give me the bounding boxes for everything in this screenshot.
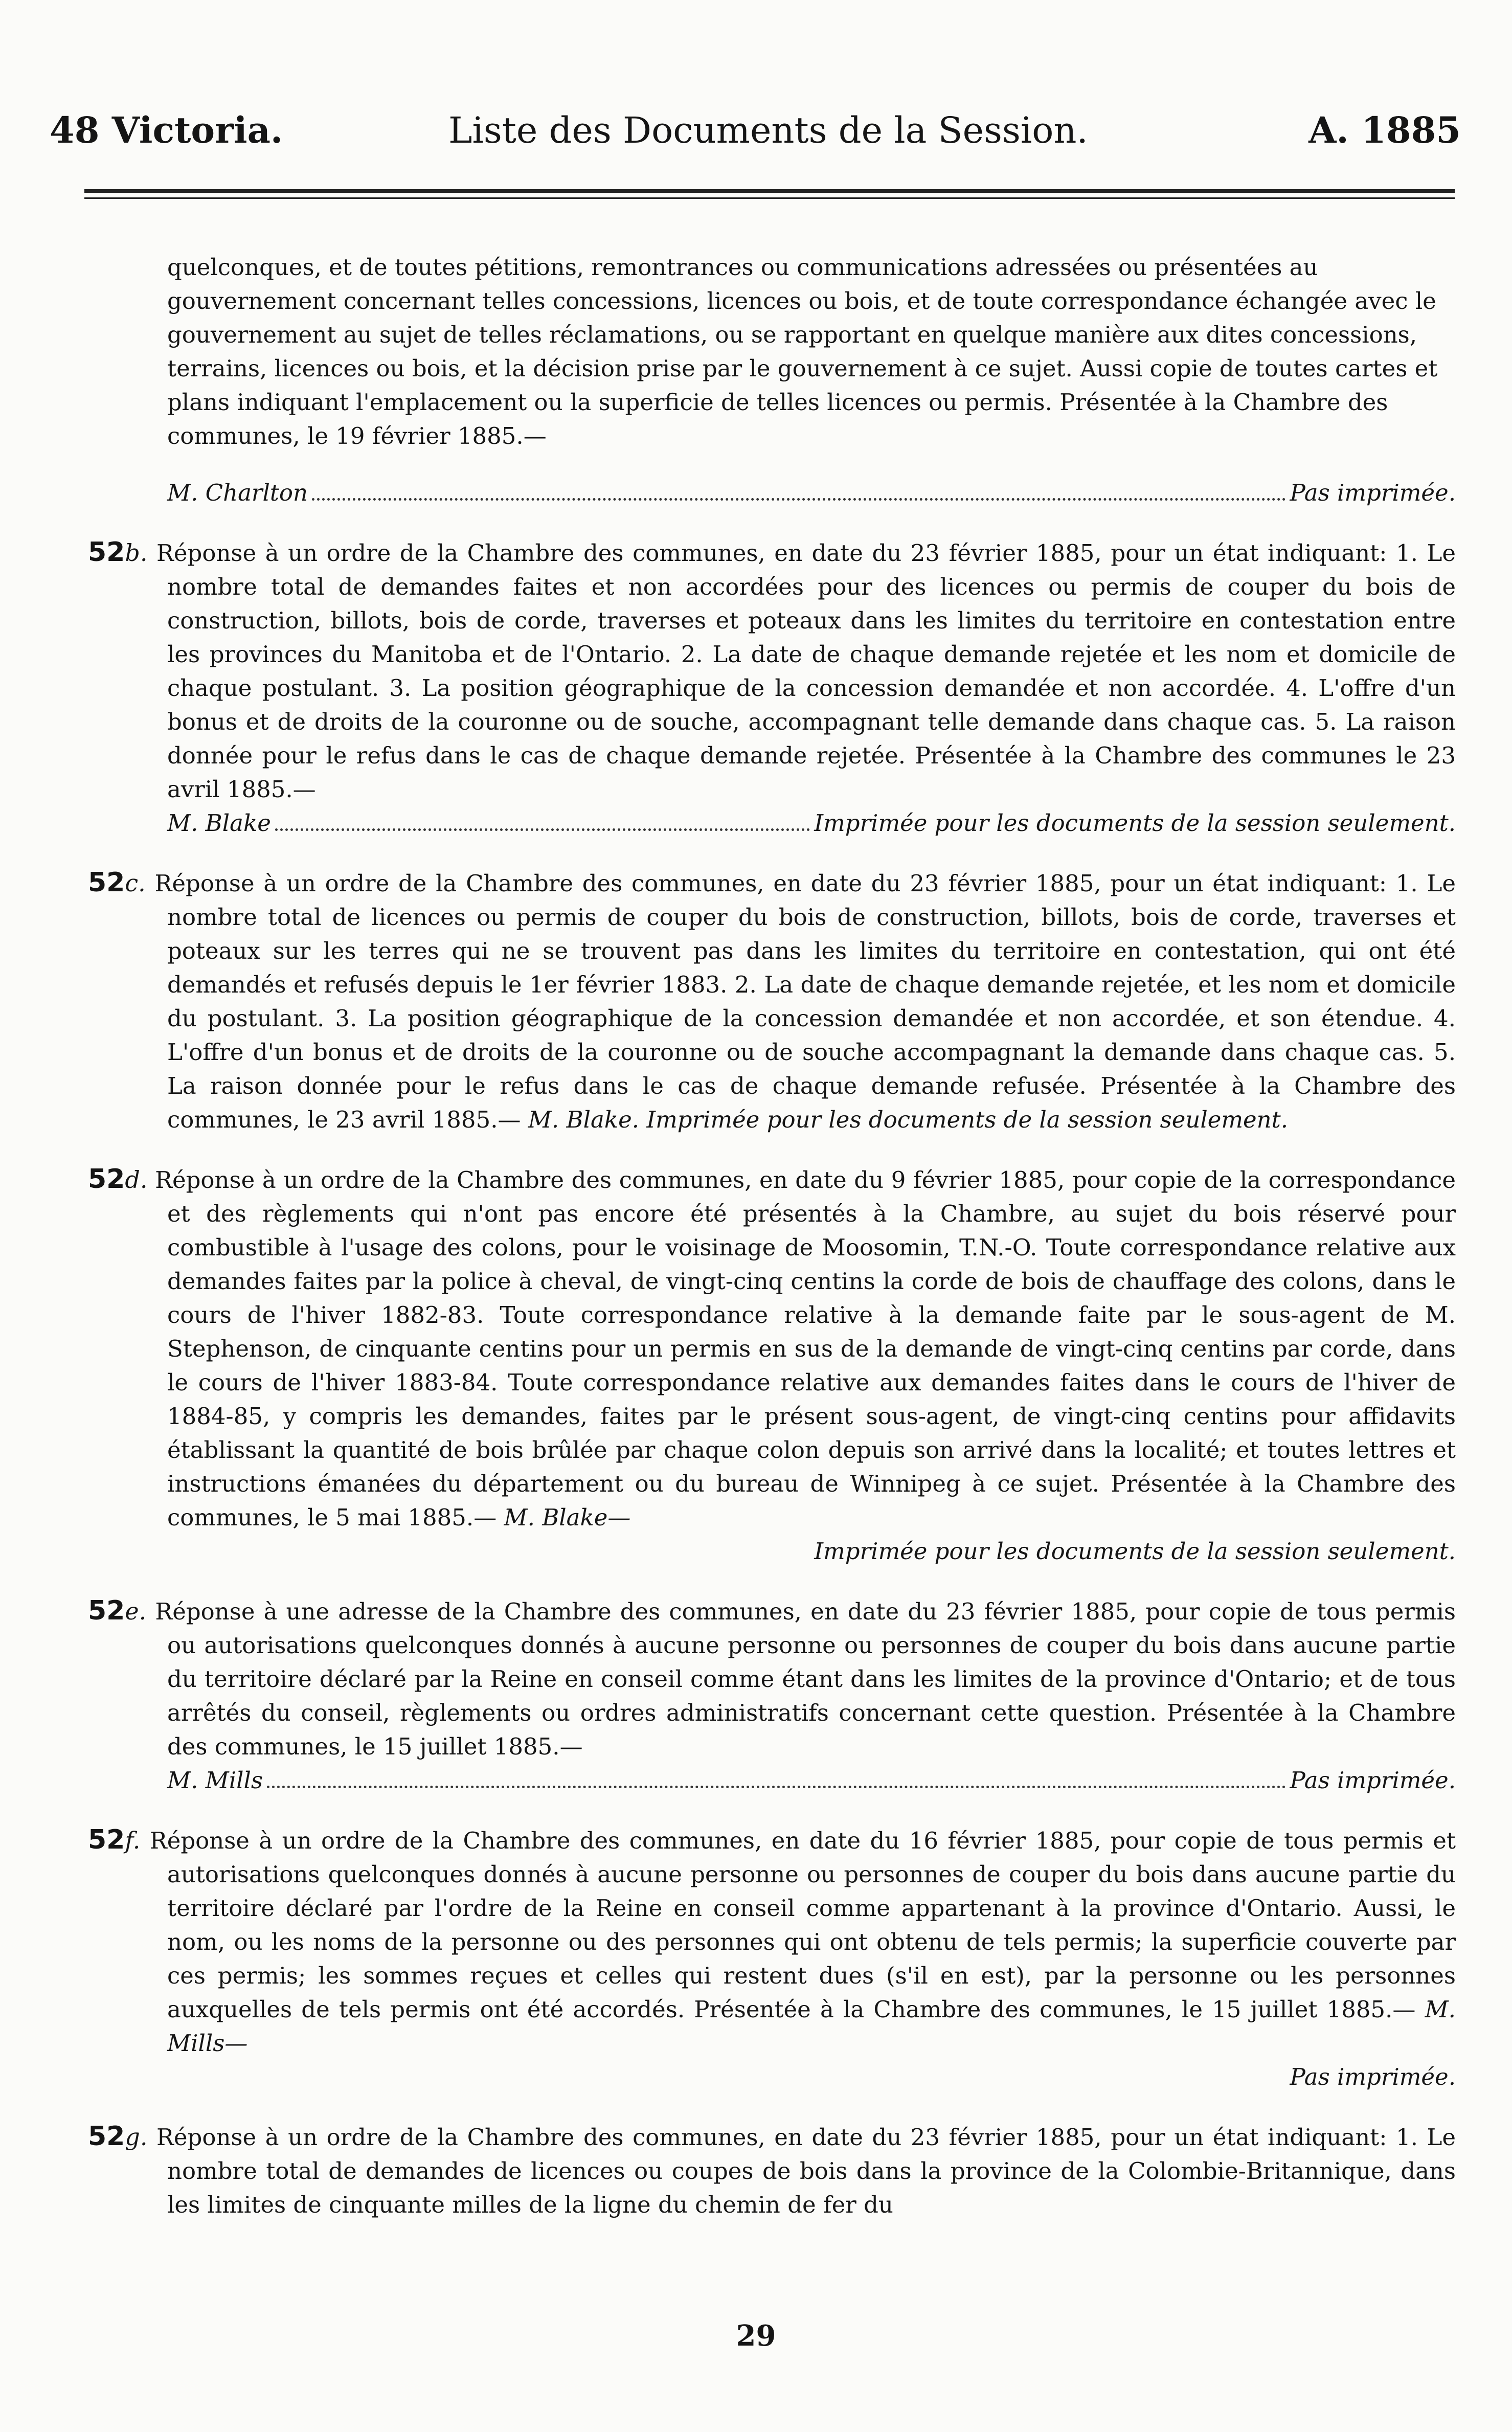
member-name: M. Blake [167, 809, 271, 837]
member-name: M. Charlton [167, 479, 308, 506]
entry-52g [88, 2120, 1456, 2222]
print-status: Pas imprimée. [1290, 1767, 1456, 1794]
header-rule-thick [84, 189, 1455, 193]
entry-number: 52e. [88, 1595, 147, 1626]
member-name: M. Mills— [167, 1996, 1456, 2057]
entry-number: 52f. [88, 1825, 141, 1855]
entry-number: 52g. [88, 2121, 148, 2152]
entry-52e [88, 1594, 1456, 1797]
page-header [50, 107, 1461, 153]
entry-52b [88, 535, 1456, 840]
print-status: Pas imprimée. [1290, 2063, 1456, 2090]
entry-text: Réponse à un ordre de la Chambre des communes, en date du 23 février 1885, pour un état indiquant: 1. Le nombre total de demandes faites et non accordées pour des licences ou permis de couper du bois de construction, billots, bois de corde, traverses et poteaux dans les limites du territoire en contestation entre les provinces du Manitoba et de l'Ontario. 2. La date de chaque demande rejetée et les nom et domicile de chaque postulant. 3. La position géographique de la concession demandée et non accordée. 4. L'offre d'un bonus et de droits de la couronne ou de souche, accompagnant telle demande dans chaque cas. 5. La raison donnée pour le refus dans le cas de chaque demande rejetée. Présentée à la Chambre des communes le 23 avril 1885.— [156, 539, 1456, 803]
entry-52c [88, 866, 1456, 1137]
entry-52d [88, 1162, 1456, 1568]
member-name: M. Blake. [528, 1106, 640, 1133]
header-title: Liste des Documents de la Session. [448, 109, 1088, 151]
header-rule-thin [84, 197, 1455, 199]
entry-text: Réponse à une adresse de la Chambre des communes, en date du 23 février 1885, pour copie de tous permis ou autorisations quelconques donnés à aucune personne ou personnes de couper du bois dans aucune partie du territoire déclaré par la Reine en conseil comme étant dans les limites de la province d'Ontario; et de tous arrêtés du conseil, règlements ou ordres administratifs concernant cette question. Présentée à la Chambre des communes, le 15 juillet 1885.— [155, 1598, 1456, 1760]
leader-dots [275, 828, 810, 831]
member-name: M. Blake— [504, 1504, 631, 1531]
header-session: 48 Victoria. [50, 109, 283, 151]
member-name: M. Mills [167, 1767, 263, 1794]
print-status: Imprimée pour les documents de la session seulement. [814, 1538, 1456, 1565]
print-status: Pas imprimée. [1290, 479, 1456, 506]
entry-continuation [167, 251, 1456, 510]
leader-dots [312, 498, 1286, 501]
print-status: Imprimée pour les documents de la session seulement. [646, 1106, 1289, 1133]
entry-signature [167, 806, 1456, 840]
entry-text: quelconques, et de toutes pétitions, remontrances ou communications adressées ou présentées au gouvernement concernant telles concessions, licences ou bois, et de toute correspondance échangée avec le gouvernement au sujet de telles réclamations, ou se rapportant en quelque manière aux dites concessions, terrains, licences ou bois, et la décision prise par le gouvernement à ce sujet. Aussi copie de toutes cartes et plans indiquant l'emplacement ou la superficie de telles licences ou permis. Présentée à la Chambre des communes, le 19 février 1885.— [167, 254, 1438, 449]
entry-52f [88, 1823, 1456, 2094]
header-year: A. 1885 [1308, 109, 1461, 151]
document-body [88, 228, 1456, 2247]
entry-text: Réponse à un ordre de la Chambre des communes, en date du 23 février 1885, pour un état indiquant: 1. Le nombre total de licences ou permis de couper du bois de construction, billots, bois de corde, traverses et poteaux sur les terres qui ne se trouvent pas dans les limites du territoire en contestation, qui ont été demandés et refusés depuis le 1er février 1883. 2. La date de chaque demande rejetée, et les nom et domicile du postulant. 3. La position géographique de la concession demandée et non accordée, et son étendue. 4. L'offre d'un bonus et de droits de la couronne ou de souche accompagnant la demande dans chaque cas. 5. La raison donnée pour le refus dans le cas de chaque demande refusée. Présentée à la Chambre des communes, le 23 avril 1885.— [154, 870, 1456, 1133]
entry-number: 52d. [88, 1164, 148, 1195]
entry-number: 52c. [88, 867, 146, 898]
leader-dots [267, 1786, 1285, 1788]
entry-text: Réponse à un ordre de la Chambre des communes, en date du 9 février 1885, pour copie de la correspondance et des règlements qui n'ont pas encore été présentés à la Chambre, au sujet du bois réservé pour combustible à l'usage des colons, pour le voisinage de Moosomin, T.N.-O. Toute correspondance relative aux demandes faites par la police à cheval, de vingt-cinq centins la corde de bois de chauffage des colons, dans le cours de l'hiver 1882-83. Toute correspondance relative à la demande faite par le sous-agent de M. Stephenson, de cinquante centins pour un permis en sus de la demande de vingt-cinq centins par corde, dans le cours de l'hiver 1883-84. Toute correspondance relative aux demandes faites dans le cours de l'hiver de 1884-85, y compris les demandes, faites par le présent sous-agent, de vingt-cinq centins pour affidavits établissant la quantité de bois brûlée par chaque colon depuis son arrivé dans la localité; et toutes lettres et instructions émanées du département ou du bureau de Winnipeg à ce sujet. Présentée à la Chambre des communes, le 5 mai 1885.— [155, 1166, 1456, 1531]
entry-text: Réponse à un ordre de la Chambre des communes, en date du 16 février 1885, pour copie de tous permis et autorisations quelconques donnés à aucune personne ou personnes de couper du bois dans aucune partie du territoire déclaré par l'ordre de la Reine en conseil comme appartenant à la province d'Ontario. Aussi, le nom, ou les noms de la personne ou des personnes qui ont obtenu de tels permis; la superficie couverte par ces permis; les sommes reçues et celles qui restent dues (s'il en est), par la personne ou les personnes auxquelles de tels permis ont été accordés. Présentée à la Chambre des communes, le 15 juillet 1885.— [149, 1827, 1456, 2023]
print-status: Imprimée pour les documents de la session seulement. [814, 809, 1456, 837]
entry-signature [167, 1764, 1456, 1797]
entry-number: 52b. [88, 537, 148, 568]
entry-text: Réponse à un ordre de la Chambre des communes, en date du 23 février 1885, pour un état indiquant: 1. Le nombre total de demandes de licences ou coupes de bois dans la province de la Colombie-Britannique, dans les limites de cinquante milles de la ligne du chemin de fer du [156, 2124, 1456, 2218]
page-number: 29 [736, 2319, 776, 2353]
entry-signature [167, 476, 1456, 510]
